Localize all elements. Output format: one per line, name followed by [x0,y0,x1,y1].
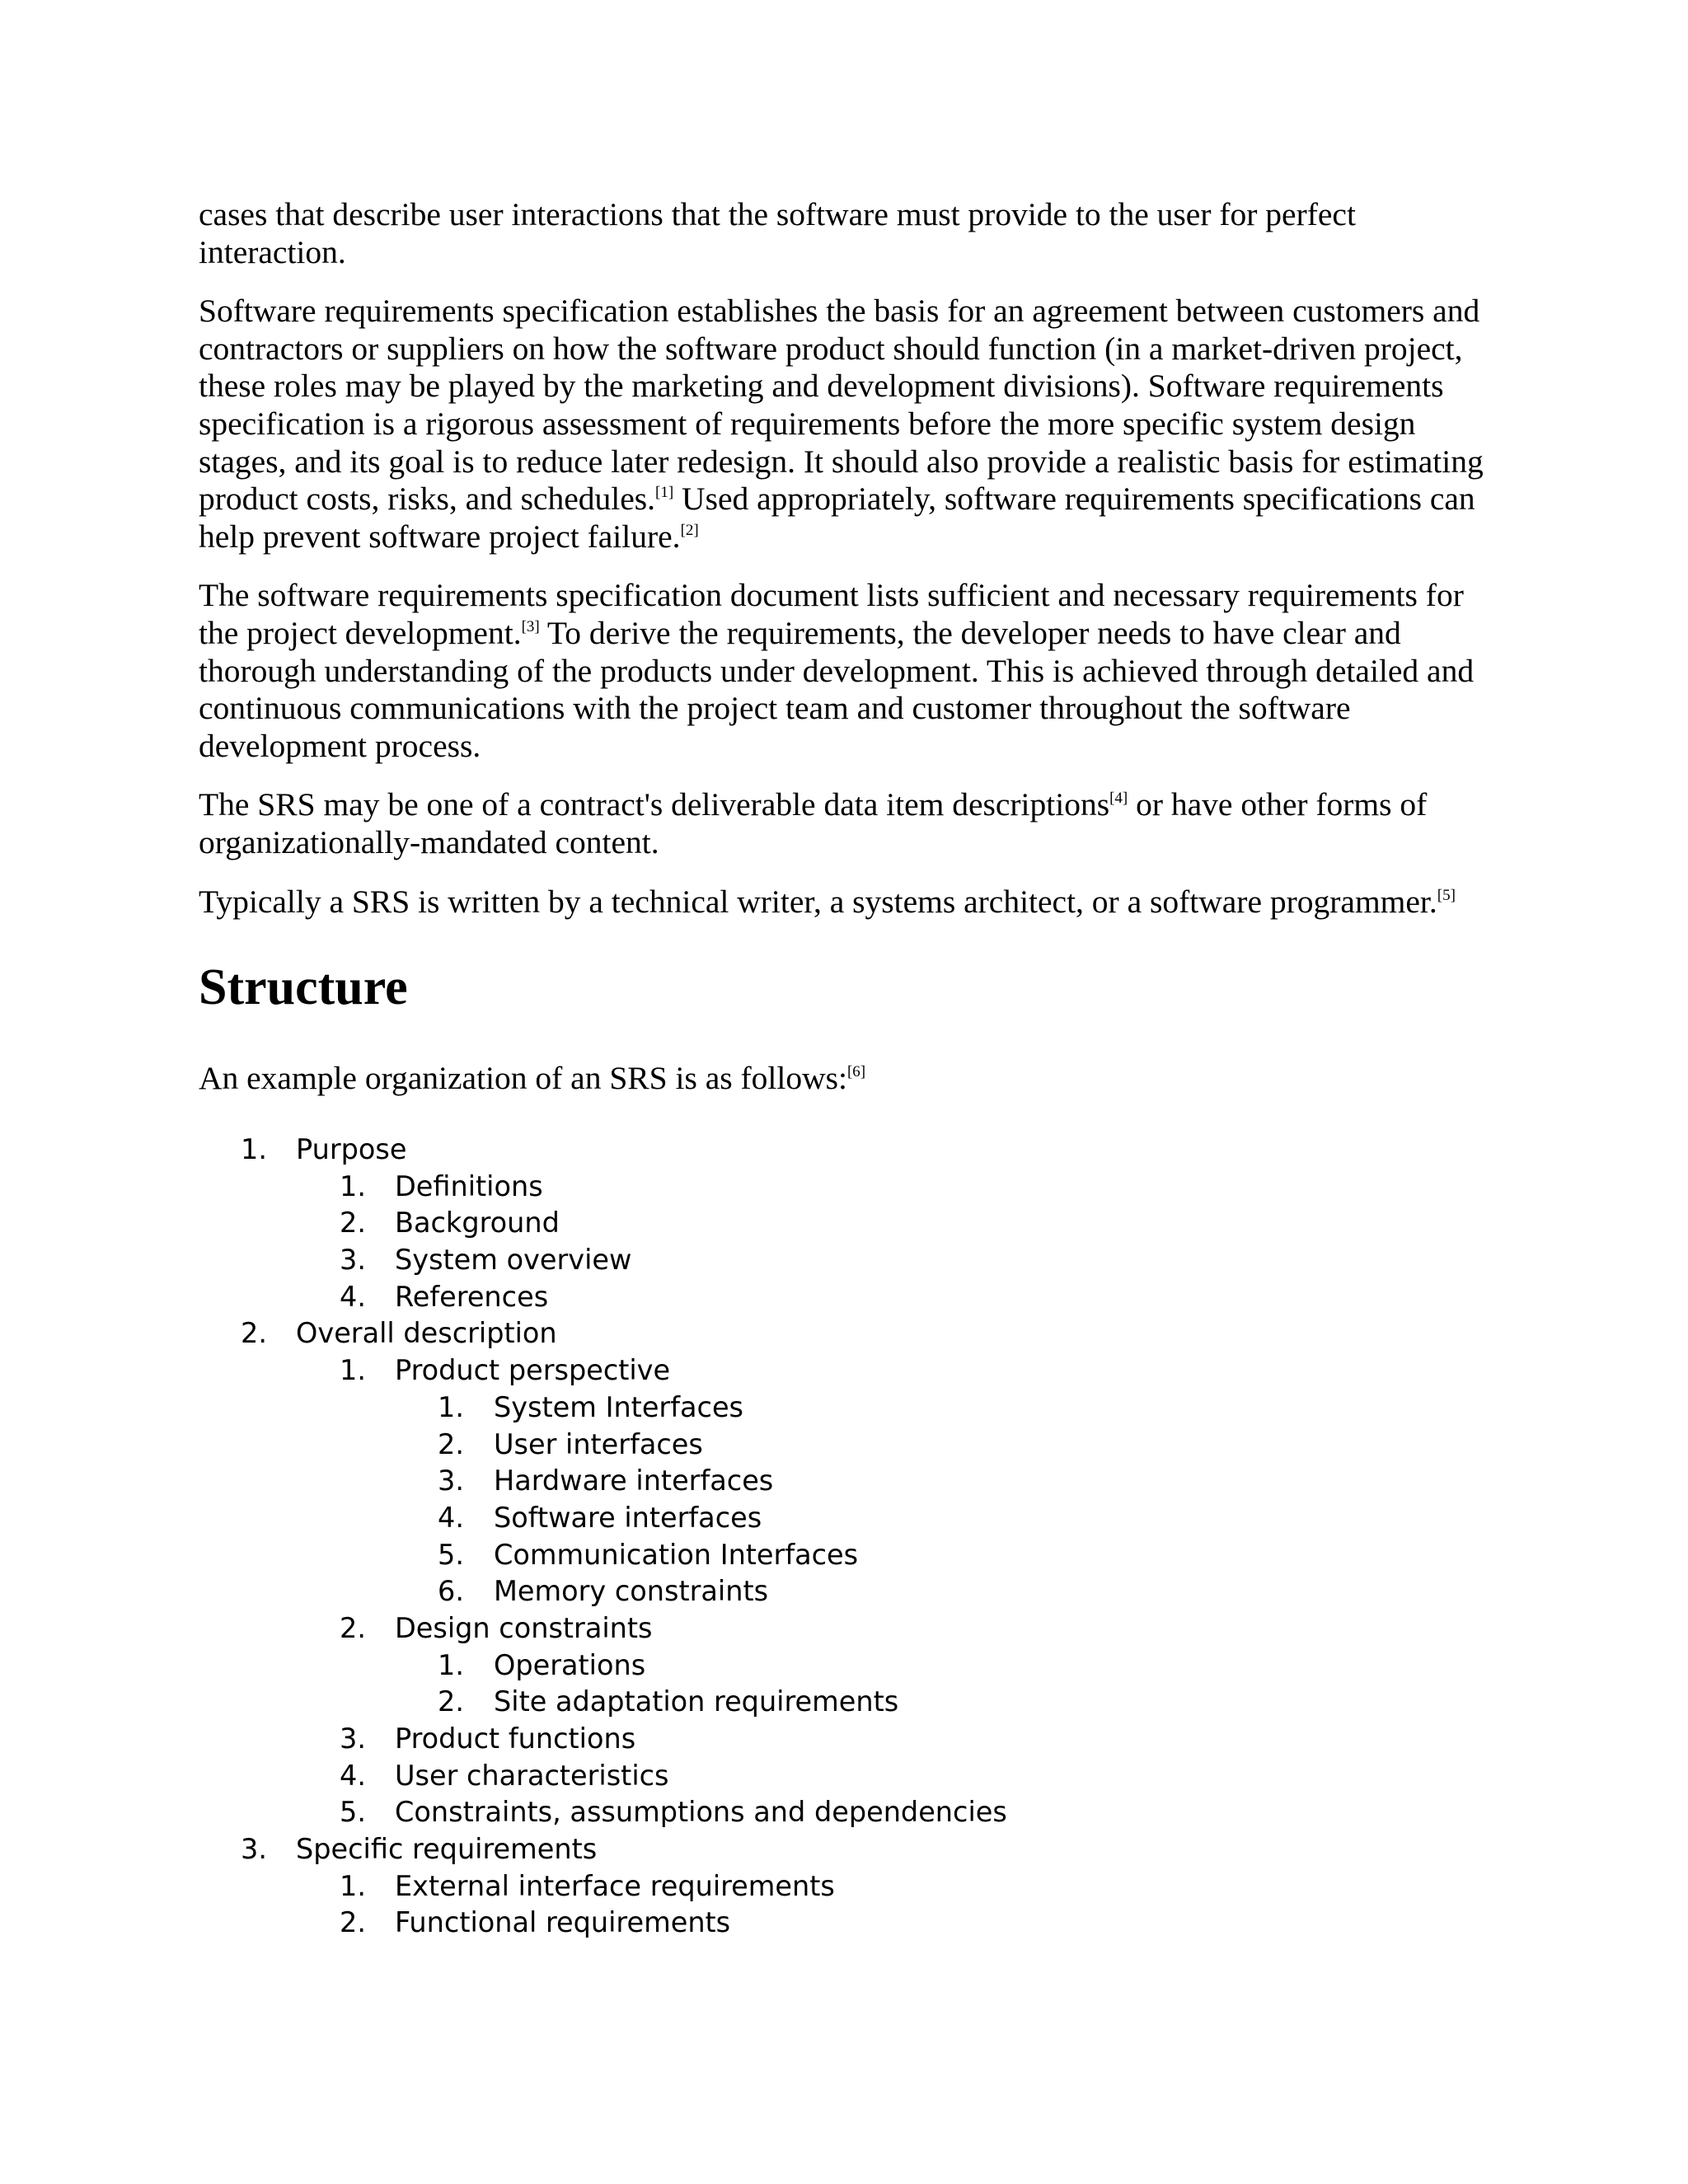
citation-ref[interactable]: [6] [846,1063,866,1080]
outline-item [0,1610,1688,1647]
outline-item-number: 1. [340,1869,366,1902]
outline-item-label: Memory constraints [494,1575,769,1608]
outline-item [0,1794,1688,1831]
paragraph-text: Used appropriately, software requirements specifications can help prevent software project failure. [199,480,1475,555]
outline-item [0,1315,1688,1352]
outline-item-label: System Interfaces [494,1390,744,1423]
outline-item [0,1684,1688,1721]
outline-item-label: References [395,1280,549,1313]
srs-outline [0,1132,1688,1942]
outline-item [0,1205,1688,1242]
outline-item-label: Overall description [296,1317,557,1350]
outline-item-number: 4. [340,1280,366,1313]
outline-item-number: 2. [438,1685,464,1718]
outline-item-number: 5. [340,1796,366,1829]
citation-ref[interactable]: [5] [1437,886,1456,904]
outline-item [0,1390,1688,1427]
paragraph-text: cases that describe user interactions that the software must provide to the user for perfect interaction. [199,196,1356,270]
paragraph-text: Typically a SRS is written by a technical writer, a systems architect, or a software programmer. [199,883,1437,920]
outline-item-number: 2. [438,1427,464,1460]
body-text [199,196,1501,942]
outline-item-number: 1. [340,1354,366,1387]
body-paragraph [199,883,1501,921]
outline-item-label: Software interfaces [494,1501,762,1534]
outline-item-number: 6. [438,1575,464,1608]
outline-item-number: 1. [241,1133,267,1165]
paragraph-text: The SRS may be one of a contract's deliverable data item descriptions [199,786,1110,823]
body-paragraph [199,577,1501,765]
outline-item [0,1427,1688,1464]
outline-item-label: Product functions [395,1722,636,1755]
outline-item-label: Constraints, assumptions and dependencies [395,1796,1007,1829]
body-paragraph [199,293,1501,555]
outline-item-label: User characteristics [395,1759,669,1792]
outline-item [0,1758,1688,1795]
outline-item-label: Specific requirements [296,1833,598,1866]
outline-item-number: 3. [241,1833,267,1866]
outline-item [0,1573,1688,1610]
outline-item-number: 3. [340,1244,366,1277]
outline-item [0,1831,1688,1868]
outline-item-number: 2. [340,1207,366,1240]
outline-item [0,1132,1688,1169]
outline-item [0,1463,1688,1500]
outline-item-number: 4. [340,1759,366,1792]
outline-item-label: Purpose [296,1133,407,1165]
outline-item-number: 1. [438,1390,464,1423]
outline-item-number: 1. [340,1169,366,1202]
outline-item-label: Background [395,1207,560,1240]
body-paragraph [199,196,1501,271]
outline-item-number: 3. [438,1465,464,1497]
outline-item [0,1169,1688,1206]
outline-item-label: System overview [395,1244,632,1277]
outline-item [0,1647,1688,1685]
outline-item-label: Design constraints [395,1611,653,1644]
outline-item-label: Site adaptation requirements [494,1685,899,1718]
outline-item [0,1721,1688,1758]
outline-item-label: Operations [494,1648,646,1681]
paragraph-text: The software requirements specification document lists sufficient and necessary requirements for the project development. [199,577,1464,651]
intro-paragraph [199,1059,865,1097]
citation-ref[interactable]: [1] [655,484,674,502]
citation-ref[interactable]: [2] [680,521,699,539]
section-heading: Structure [199,959,408,1015]
outline-item [0,1279,1688,1316]
citation-ref[interactable]: [3] [521,617,540,635]
outline-item [0,1352,1688,1390]
outline-item-label: Definitions [395,1169,543,1202]
citation-ref[interactable]: [4] [1109,790,1128,808]
outline-item-label: Product perspective [395,1354,671,1387]
paragraph-text: Software requirements specification establishes the basis for an agreement between customers and contractors or suppliers on how the software product should function (in a market-driven project, these roles may be played by the marketing and development divisions). Software requirements specification is a rigorous assessment of requirements before the more specific system design stages, and its goal is to reduce later redesign. It should also provide a realistic basis for estimating product costs, risks, and schedules. [199,293,1484,518]
paragraph-text: To derive the requirements, the developer needs to have clear and thorough understanding of the products under development. This is achieved through detailed and continuous communications with the project team and customer throughout the software development process. [199,614,1475,764]
outline-item-label: Communication Interfaces [494,1538,859,1571]
outline-item-label: User interfaces [494,1427,703,1460]
outline-item-label: Hardware interfaces [494,1465,774,1497]
outline-item [0,1905,1688,1942]
outline-item-number: 4. [438,1501,464,1534]
outline-item-number: 2. [340,1611,366,1644]
outline-item-number: 2. [241,1317,267,1350]
paragraph-text: or have other forms of organizationally-mandated content. [199,786,1428,860]
outline-item [0,1537,1688,1574]
outline-item [0,1242,1688,1279]
outline-item-label: External interface requirements [395,1869,835,1902]
outline-item-number: 5. [438,1538,464,1571]
body-paragraph [199,786,1501,861]
outline-item [0,1500,1688,1537]
outline-item-label: Functional requirements [395,1906,731,1939]
outline-item-number: 2. [340,1906,366,1939]
outline-item-number: 3. [340,1722,366,1755]
intro-text: An example organization of an SRS is as follows: [199,1060,847,1096]
outline-item-number: 1. [438,1648,464,1681]
outline-item [0,1868,1688,1905]
